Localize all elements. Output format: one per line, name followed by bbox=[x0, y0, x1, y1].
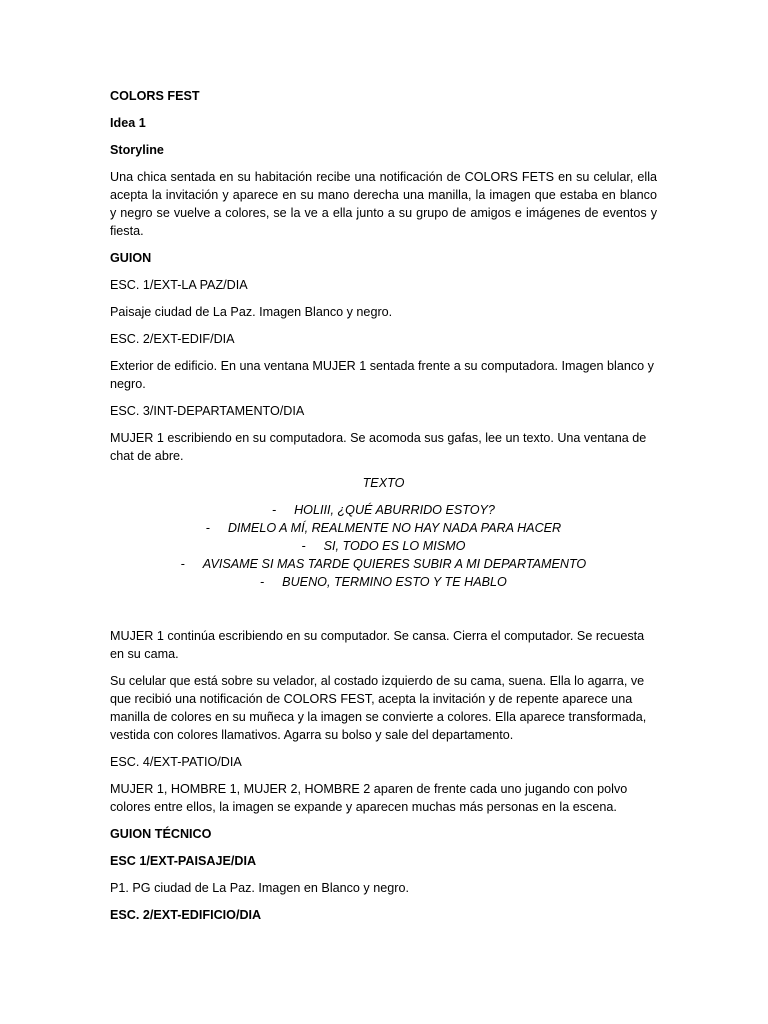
scene-3-text-phone: Su celular que está sobre su velador, al costado izquierdo de su cama, suena. Ella lo agarra, ve que recibió una notificación de COLORS FEST, acepta la invitación y de repente aparece una manilla de colores en su muñeca y la imagen se convierte a colores. Ella aparece transformada, vestida con colores llamativos. Agarra su bolso y sale del departamento. bbox=[110, 674, 647, 742]
dialog-line: - SI, TODO ES LO MISMO bbox=[301, 539, 466, 553]
scene-3-heading: ESC. 3/INT-DEPARTAMENTO/DIA bbox=[110, 404, 305, 418]
dialog-list bbox=[110, 501, 657, 591]
dialog-dash: - bbox=[272, 503, 277, 517]
scene-3-text: MUJER 1 escribiendo en su computadora. Se acomoda sus gafas, lee un texto. Una ventana de chat de abre. bbox=[110, 431, 647, 463]
scene-2-heading: ESC. 2/EXT-EDIF/DIA bbox=[110, 332, 235, 346]
dialog-dash: - bbox=[205, 521, 211, 535]
dialog-dash: - bbox=[260, 575, 265, 589]
dialog-line: - HOLIII, ¿QUÉ ABURRIDO ESTOY? bbox=[272, 503, 495, 517]
dialog-dash: - bbox=[301, 539, 306, 553]
scene-1-text: Paisaje ciudad de La Paz. Imagen Blanco y negro. bbox=[110, 305, 393, 319]
dialog-line: - AVISAME SI MAS TARDE QUIERES SUBIR A MI DEPARTAMENTO bbox=[180, 557, 587, 571]
scene-1-heading: ESC. 1/EXT-LA PAZ/DIA bbox=[110, 278, 248, 292]
storyline-heading: Storyline bbox=[110, 143, 164, 157]
document-page bbox=[110, 87, 657, 933]
scene-2-text: Exterior de edificio. En una ventana MUJER 1 sentada frente a su computadora. Imagen blanco y negro. bbox=[110, 359, 654, 391]
document-title: COLORS FEST bbox=[110, 89, 200, 103]
dialog-line: - DIMELO A MÍ, REALMENTE NO HAY NADA PARA HACER bbox=[205, 521, 562, 535]
guion-heading: GUION bbox=[110, 251, 152, 265]
blank-line bbox=[110, 600, 657, 627]
dialog-dash: - bbox=[180, 557, 185, 571]
scene-4-heading: ESC. 4/EXT-PATIO/DIA bbox=[110, 755, 242, 769]
scene-3-text-continued: MUJER 1 continúa escribiendo en su computador. Se cansa. Cierra el computador. Se recuesta en su cama. bbox=[110, 629, 645, 661]
storyline-text: Una chica sentada en su habitación recibe una notificación de COLORS FETS en su celular, ella acepta la invitación y aparece en su mano derecha una manilla, la imagen que estaba en blanco y negro se vuelve a colores, se la ve a ella junto a su grupo de amigos e imágenes de eventos y fiesta. bbox=[110, 170, 657, 238]
texto-label: TEXTO bbox=[362, 476, 405, 490]
dialog-line: - BUENO, TERMINO ESTO Y TE HABLO bbox=[260, 575, 507, 589]
tech-scene-1-heading: ESC 1/EXT-PAISAJE/DIA bbox=[110, 854, 257, 868]
tech-scene-2-heading: ESC. 2/EXT-EDIFICIO/DIA bbox=[110, 908, 262, 922]
scene-4-text: MUJER 1, HOMBRE 1, MUJER 2, HOMBRE 2 aparen de frente cada uno jugando con polvo colores entre ellos, la imagen se expande y aparecen muchas más personas en la escena. bbox=[110, 782, 628, 814]
guion-tecnico-heading: GUION TÉCNICO bbox=[110, 827, 212, 841]
idea-label: Idea 1 bbox=[110, 116, 146, 130]
tech-scene-1-text: P1. PG ciudad de La Paz. Imagen en Blanco y negro. bbox=[110, 881, 409, 895]
